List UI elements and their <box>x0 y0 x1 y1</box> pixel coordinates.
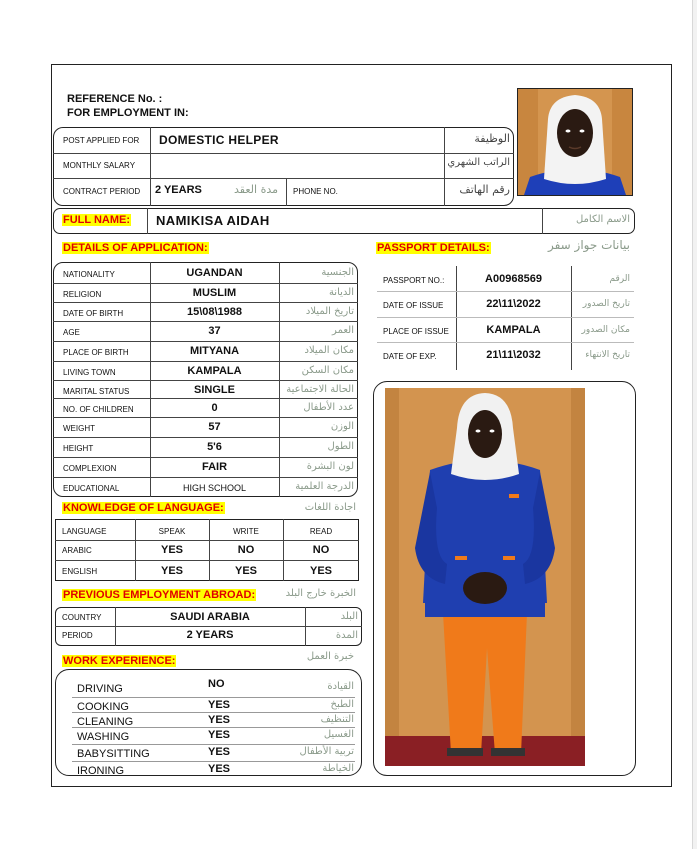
language-header-read: READ <box>309 527 333 536</box>
application-ar: الجنسية <box>321 267 354 278</box>
application-label: NO. OF CHILDREN <box>63 405 134 414</box>
fullname-ar: الاسم الكامل <box>575 214 630 225</box>
application-value: HIGH SCHOOL <box>182 483 246 493</box>
divider <box>377 317 634 318</box>
divider <box>53 398 358 399</box>
application-label: NATIONALITY <box>63 270 115 279</box>
language-title: KNOWLEDGE OF LANGUAGE: <box>63 502 224 514</box>
application-ar: لون البشرة <box>306 461 354 472</box>
page-edge <box>692 0 697 849</box>
previous-title: PREVIOUS EMPLOYMENT ABROAD: <box>63 589 256 601</box>
application-ar: الوزن <box>330 421 354 432</box>
application-ar: مكان الميلاد <box>304 345 354 356</box>
divider <box>377 342 634 343</box>
passport-value: 22\11\2022 <box>486 298 541 310</box>
divider <box>286 178 287 206</box>
divider <box>147 208 148 234</box>
divider <box>53 283 358 284</box>
fullbody-photo-area <box>385 388 585 766</box>
work-label: BABYSITTING <box>77 748 150 760</box>
application-value: UGANDAN <box>186 267 243 279</box>
divider <box>542 208 543 234</box>
passport-label: DATE OF ISSUE <box>383 301 444 310</box>
contract-value: 2 YEARS <box>155 184 202 196</box>
passport-label: DATE OF EXP. <box>383 352 437 361</box>
english-speak: YES <box>160 565 183 577</box>
application-label: DATE OF BIRTH <box>63 309 124 318</box>
post-label: POST APPLIED FOR <box>63 136 140 145</box>
passport-value: KAMPALA <box>486 324 541 336</box>
application-ar: الحالة الاجتماعية <box>286 384 354 395</box>
passport-value: 21\11\2032 <box>486 349 541 361</box>
divider <box>72 744 355 745</box>
application-ar: الطول <box>327 441 354 452</box>
divider <box>72 727 355 728</box>
salary-ar: الراتب الشهري <box>447 157 510 168</box>
language-header-write: WRITE <box>233 527 259 536</box>
previous-country-value: SAUDI ARABIA <box>170 611 250 623</box>
passport-label: PASSPORT NO.: <box>383 276 445 285</box>
work-label: IRONING <box>77 765 125 777</box>
application-value: FAIR <box>201 461 228 473</box>
divider <box>72 697 355 698</box>
work-title: WORK EXPERIENCE: <box>63 655 176 667</box>
work-value: YES <box>208 729 231 741</box>
employment-label: FOR EMPLOYMENT IN: <box>67 107 189 119</box>
previous-title-ar: الخبرة خارج البلد <box>285 588 356 599</box>
divider <box>377 291 634 292</box>
application-value: SINGLE <box>194 384 235 396</box>
application-value: MUSLIM <box>192 287 237 299</box>
passport-value: A00968569 <box>485 273 542 285</box>
divider <box>55 540 359 541</box>
divider <box>72 712 355 713</box>
work-value: YES <box>208 699 231 711</box>
application-label: EDUCATIONAL <box>63 484 120 493</box>
contract-ar: مدة العقد <box>234 183 278 196</box>
divider <box>55 560 359 561</box>
arabic-write: NO <box>237 544 255 556</box>
divider <box>72 761 355 762</box>
post-ar: الوظيفة <box>474 132 510 145</box>
divider <box>150 127 151 206</box>
divider <box>53 341 358 342</box>
work-ar: التنظيف <box>320 714 354 725</box>
work-value: YES <box>208 746 231 758</box>
application-value: 57 <box>208 421 221 433</box>
work-ar: الغسيل <box>323 729 354 740</box>
work-label: CLEANING <box>77 716 134 728</box>
work-ar: القيادة <box>327 681 354 692</box>
post-value: DOMESTIC HELPER <box>159 133 279 147</box>
work-value: NO <box>208 678 225 690</box>
phone-label: PHONE NO. <box>293 187 338 196</box>
application-value: 15\08\1988 <box>186 306 243 318</box>
previous-period-value: 2 YEARS <box>186 629 234 641</box>
application-value: 5'6 <box>207 441 222 453</box>
application-label: MARITAL STATUS <box>63 387 130 396</box>
application-value: 37 <box>208 325 221 337</box>
application-value: MITYANA <box>189 345 240 357</box>
divider <box>53 361 358 362</box>
language-header-language: LANGUAGE <box>62 527 107 536</box>
work-label: COOKING <box>77 701 129 713</box>
divider <box>53 380 358 381</box>
divider <box>444 127 445 206</box>
work-ar: تربية الأطفال <box>299 746 354 757</box>
language-header-speak: SPEAK <box>158 527 186 536</box>
passport-ar: تاريخ الانتهاء <box>585 350 630 360</box>
application-value: 0 <box>211 402 218 414</box>
application-ar: الدرجة العلمية <box>295 481 354 492</box>
application-ar: الديانة <box>328 287 354 298</box>
previous-period-ar: المدة <box>335 630 358 641</box>
language-row-english: ENGLISH <box>62 567 98 576</box>
application-label: WEIGHT <box>63 424 95 433</box>
portrait-photo-frame <box>517 88 633 196</box>
divider <box>53 457 358 458</box>
work-ar: الخياطة <box>322 763 354 774</box>
application-ar: تاريخ الميلاد <box>305 306 354 317</box>
application-ar: عدد الأطفال <box>303 402 354 413</box>
application-ar: العمر <box>332 325 354 336</box>
reference-label: REFERENCE No. : <box>67 93 163 105</box>
work-value: YES <box>208 714 231 726</box>
salary-label: MONTHLY SALARY <box>63 161 136 170</box>
application-label: PLACE OF BIRTH <box>63 348 129 357</box>
application-label: HEIGHT <box>63 444 94 453</box>
passport-ar: الرقم <box>609 274 630 284</box>
language-row-arabic: ARABIC <box>62 546 92 555</box>
work-label: DRIVING <box>77 683 123 695</box>
divider <box>571 266 572 370</box>
application-ar: مكان السكن <box>301 365 354 376</box>
passport-title-ar: بيانات جواز سفر <box>547 238 630 252</box>
previous-country-label: COUNTRY <box>62 613 102 622</box>
arabic-read: NO <box>312 544 330 556</box>
arabic-speak: YES <box>160 544 183 556</box>
divider <box>53 302 358 303</box>
passport-ar: تاريخ الصدور <box>582 299 630 309</box>
english-read: YES <box>309 565 332 577</box>
portrait-photo <box>518 89 632 195</box>
contract-label: CONTRACT PERIOD <box>63 187 141 196</box>
fullname-label: FULL NAME: <box>63 214 131 226</box>
fullname-value: NAMIKISA AIDAH <box>156 213 270 228</box>
passport-label: PLACE OF ISSUE <box>383 327 449 336</box>
work-label: WASHING <box>77 731 130 743</box>
fullbody-photo <box>385 388 585 766</box>
previous-period-label: PERIOD <box>62 631 93 640</box>
passport-ar: مكان الصدور <box>581 325 630 335</box>
divider <box>305 607 306 646</box>
language-title-ar: اجادة اللغات <box>304 502 356 513</box>
divider <box>53 321 358 322</box>
application-label: AGE <box>63 328 80 337</box>
application-label: RELIGION <box>63 290 102 299</box>
application-label: LIVING TOWN <box>63 368 116 377</box>
english-write: YES <box>234 565 257 577</box>
divider <box>55 626 362 627</box>
divider <box>53 417 358 418</box>
work-ar: الطبخ <box>330 699 354 710</box>
previous-country-ar: البلد <box>340 611 358 622</box>
application-title: DETAILS OF APPLICATION: <box>63 242 208 254</box>
divider <box>53 477 358 478</box>
application-label: COMPLEXION <box>63 464 117 473</box>
work-title-ar: خبرة العمل <box>306 651 354 662</box>
application-value: KAMPALA <box>187 365 242 377</box>
divider <box>53 437 358 438</box>
phone-ar: رقم الهاتف <box>459 183 510 196</box>
passport-title: PASSPORT DETAILS: <box>377 242 490 254</box>
work-value: YES <box>208 763 231 775</box>
